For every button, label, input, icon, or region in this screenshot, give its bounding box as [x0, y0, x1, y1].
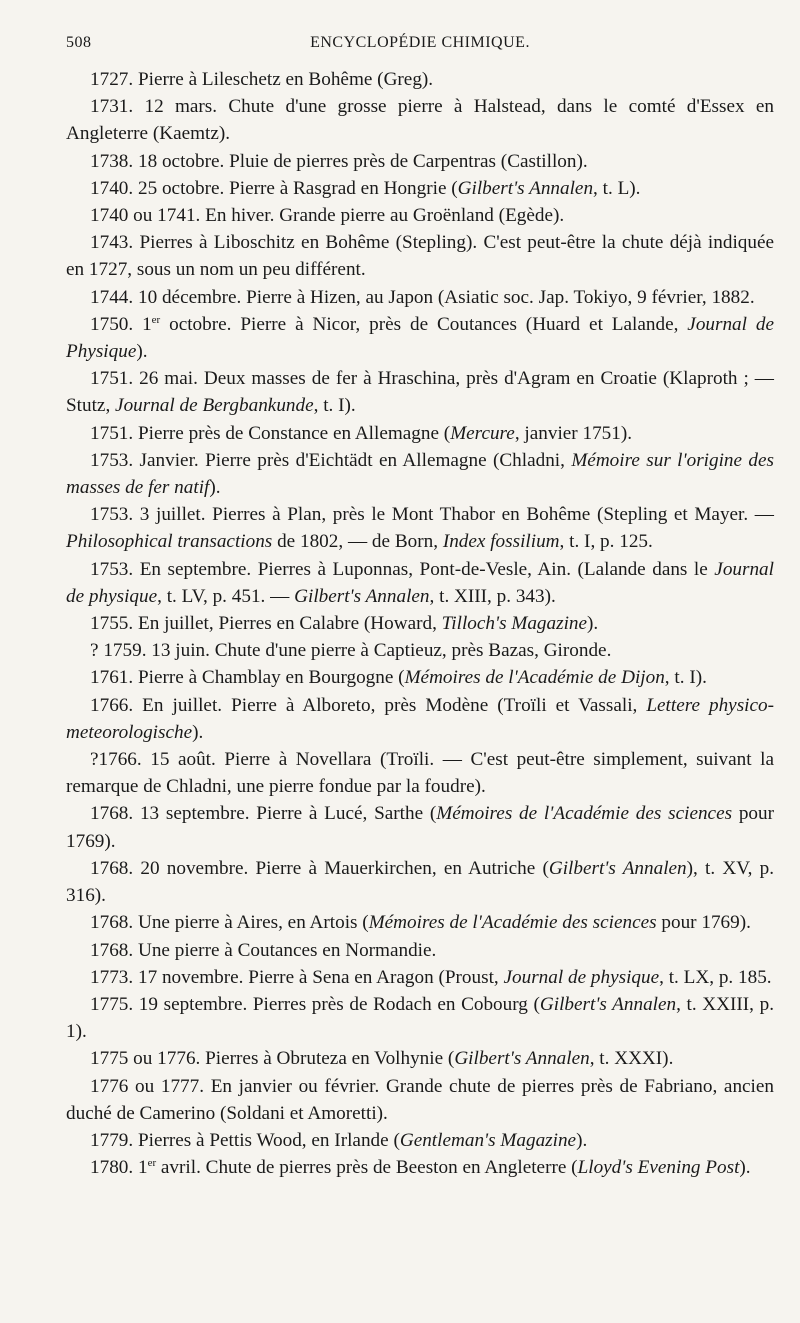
entry-text: , t. LV, p. 451. —: [157, 585, 295, 607]
chronology-entry: [66, 692, 774, 746]
entry-text: 1768. 13 septembre. Pierre à Lucé, Sarthe (: [90, 803, 437, 825]
entry-text: 1768. Une pierre à Aires, en Artois (: [90, 912, 369, 934]
entry-text: , t. L).: [593, 177, 641, 199]
entry-text: 1768. 20 novembre. Pierre à Mauerkirchen, en Autriche (: [90, 857, 549, 879]
chronology-entry: [66, 311, 774, 365]
cited-work-title: Index fossilium: [442, 531, 560, 553]
chronology-entry: [66, 447, 774, 501]
entry-text: 1761. Pierre à Chamblay en Bourgogne (: [90, 667, 405, 689]
entry-text: 1751. Pierre près de Constance en Allemagne (: [90, 422, 451, 444]
cited-work-title: Journal de physique: [66, 558, 774, 607]
chronology-entry: [66, 664, 774, 691]
entry-text: 1744. 10 décembre. Pierre à Hizen, au Japon (Asiatic soc. Jap. Tokiyo, 9 février, 1882.: [90, 286, 755, 308]
entry-text: 1768. Une pierre à Coutances en Normandie.: [90, 939, 437, 961]
entry-text: ).: [209, 477, 221, 499]
chronology-entry: [66, 556, 774, 610]
entry-text: 1727. Pierre à Lileschetz en Bohême (Greg).: [90, 69, 434, 90]
chronology-entry: [66, 175, 774, 202]
entry-text: 1743. Pierres à Liboschitz en Bohême (Stepling). C'est peut-être la chute déjà indiquée en 1727, sous un nom un peu différent.: [66, 232, 774, 281]
entry-text: ).: [576, 1129, 588, 1151]
entry-text: ).: [739, 1157, 751, 1179]
ordinal-suffix: er: [147, 1157, 157, 1170]
cited-work-title: Mémoire sur l'origine des masses de fer natif: [66, 449, 774, 499]
chronology-entry: [66, 66, 774, 93]
cited-work-title: Mercure: [450, 422, 515, 444]
cited-work-title: Gilbert's Annalen: [294, 585, 430, 607]
entry-text: 1753. 3 juillet. Pierres à Plan, près le Mont Thabor en Bohême (Stepling et Mayer. —: [90, 504, 774, 526]
entry-text: 1740 ou 1741. En hiver. Grande pierre au Groënland (Egède).: [90, 205, 565, 227]
chronology-entry: [66, 1045, 774, 1072]
chronology-entry: [66, 909, 774, 936]
cited-work-title: Mémoires de l'Académie de Dijon: [404, 667, 665, 689]
entry-text: , t. I).: [313, 395, 356, 417]
entry-text: ?1766. 15 août. Pierre à Novellara (Troïli. — C'est peut-être simplement, suivant la remarque de Chladni, une pierre fondue par la foudre).: [66, 749, 774, 798]
entry-text: 1738. 18 octobre. Pluie de pierres près de Carpentras (Castillon).: [90, 150, 588, 172]
entry-text: octobre. Pierre à Nicor, près de Coutances (Huard et Lalande,: [160, 313, 688, 335]
cited-work-title: Gilbert's Annalen: [454, 1048, 590, 1070]
entry-text: 1779. Pierres à Pettis Wood, en Irlande (: [90, 1129, 400, 1151]
chronology-entry: [66, 284, 774, 311]
entry-text: 1750. 1: [90, 313, 152, 335]
chronology-entry: [66, 229, 774, 283]
cited-work-title: Gilbert's Annalen: [539, 993, 677, 1015]
cited-work-title: Gentleman's Magazine: [399, 1129, 577, 1151]
entry-text: pour 1769).: [66, 803, 775, 852]
chronology-entry: [66, 202, 774, 229]
entry-text: 1780. 1: [90, 1157, 148, 1179]
chronology-entry: [66, 746, 774, 800]
chronology-entry: [66, 148, 774, 175]
entry-text: , t. XXIII, p. 1).: [66, 993, 774, 1043]
entry-text: 1773. 17 novembre. Pierre à Sena en Aragon (Proust,: [90, 966, 504, 988]
chronology-list: [66, 66, 774, 1181]
entry-text: avril. Chute de pierres près de Beeston en Angleterre (: [156, 1157, 578, 1179]
entry-text: , janvier 1751).: [514, 422, 633, 444]
entry-text: 1766. En juillet. Pierre à Alboreto, près Modène (Troïli et Vassali,: [90, 694, 647, 716]
chronology-entry: [66, 1073, 774, 1127]
cited-work-title: Gilbert's Annalen: [457, 177, 594, 199]
chronology-entry: [66, 1154, 774, 1181]
cited-work-title: Gilbert's Annalen: [548, 857, 687, 879]
entry-text: 1753. Janvier. Pierre près d'Eichtädt en Allemagne (Chladni,: [90, 449, 572, 471]
cited-work-title: Mémoires de l'Académie des sciences: [368, 912, 657, 934]
entry-text: , t. I, p. 125.: [559, 531, 653, 553]
entry-text: ).: [587, 613, 599, 635]
cited-work-title: Journal de physique: [503, 966, 660, 988]
chronology-entry: [66, 800, 774, 854]
chronology-entry: [66, 93, 774, 147]
entry-text: ).: [136, 341, 148, 363]
entry-text: , t. I).: [664, 667, 707, 689]
chronology-entry: [66, 855, 774, 909]
cited-work-title: Lettere physico-meteorologische: [66, 694, 774, 743]
cited-work-title: Lloyd's Evening Post: [577, 1157, 740, 1179]
chronology-entry: [66, 937, 774, 964]
entry-text: , t. XXXI).: [589, 1048, 674, 1070]
page-number: 508: [66, 34, 92, 51]
chronology-entry: [66, 501, 774, 555]
chronology-entry: [66, 420, 774, 447]
cited-work-title: Journal de Bergbankunde: [115, 395, 314, 417]
page-header: [66, 28, 774, 60]
chronology-entry: [66, 637, 774, 664]
entry-text: 1740. 25 octobre. Pierre à Rasgrad en Hongrie (: [90, 177, 458, 199]
cited-work-title: Philosophical transactions: [66, 531, 273, 553]
running-title: ENCYCLOPÉDIE CHIMIQUE.: [310, 34, 530, 51]
chronology-entry: [66, 964, 774, 991]
entry-text: 1776 ou 1777. En janvier ou février. Grande chute de pierres près de Fabriano, ancien duché de Camerino (Soldani et Amoretti).: [66, 1075, 774, 1124]
chronology-entry: [66, 365, 774, 419]
entry-text: de 1802, — de Born,: [272, 531, 443, 553]
entry-text: 1753. En septembre. Pierres à Luponnas, Pont-de-Vesle, Ain. (Lalande dans le: [90, 558, 715, 580]
entry-text: 1755. En juillet, Pierres en Calabre (Howard,: [90, 613, 442, 635]
entry-text: ).: [192, 721, 204, 743]
entry-text: ? 1759. 13 juin. Chute d'une pierre à Captieuz, près Bazas, Gironde.: [90, 640, 612, 662]
entry-text: 1751. 26 mai. Deux masses de fer à Hraschina, près d'Agram en Croatie (Klaproth ; — Stutz,: [66, 368, 774, 417]
entry-text: ), t. XV, p. 316).: [66, 857, 775, 907]
entry-text: , t. LX, p. 185.: [659, 966, 772, 988]
chronology-entry: [66, 1127, 774, 1154]
ordinal-suffix: er: [151, 313, 161, 326]
entry-text: pour 1769).: [656, 912, 751, 934]
chronology-entry: [66, 610, 774, 637]
entry-text: 1731. 12 mars. Chute d'une grosse pierre à Halstead, dans le comté d'Essex en Angleterre (Kaemtz).: [66, 96, 774, 145]
chronology-entry: [66, 991, 774, 1045]
cited-work-title: Tilloch's Magazine: [441, 613, 588, 635]
cited-work-title: Journal de Physique: [66, 313, 774, 363]
entry-text: 1775 ou 1776. Pierres à Obruteza en Volhynie (: [90, 1048, 455, 1070]
entry-text: , t. XIII, p. 343).: [429, 585, 556, 607]
cited-work-title: Mémoires de l'Académie des sciences: [436, 803, 733, 825]
entry-text: 1775. 19 septembre. Pierres près de Rodach en Cobourg (: [90, 993, 540, 1015]
